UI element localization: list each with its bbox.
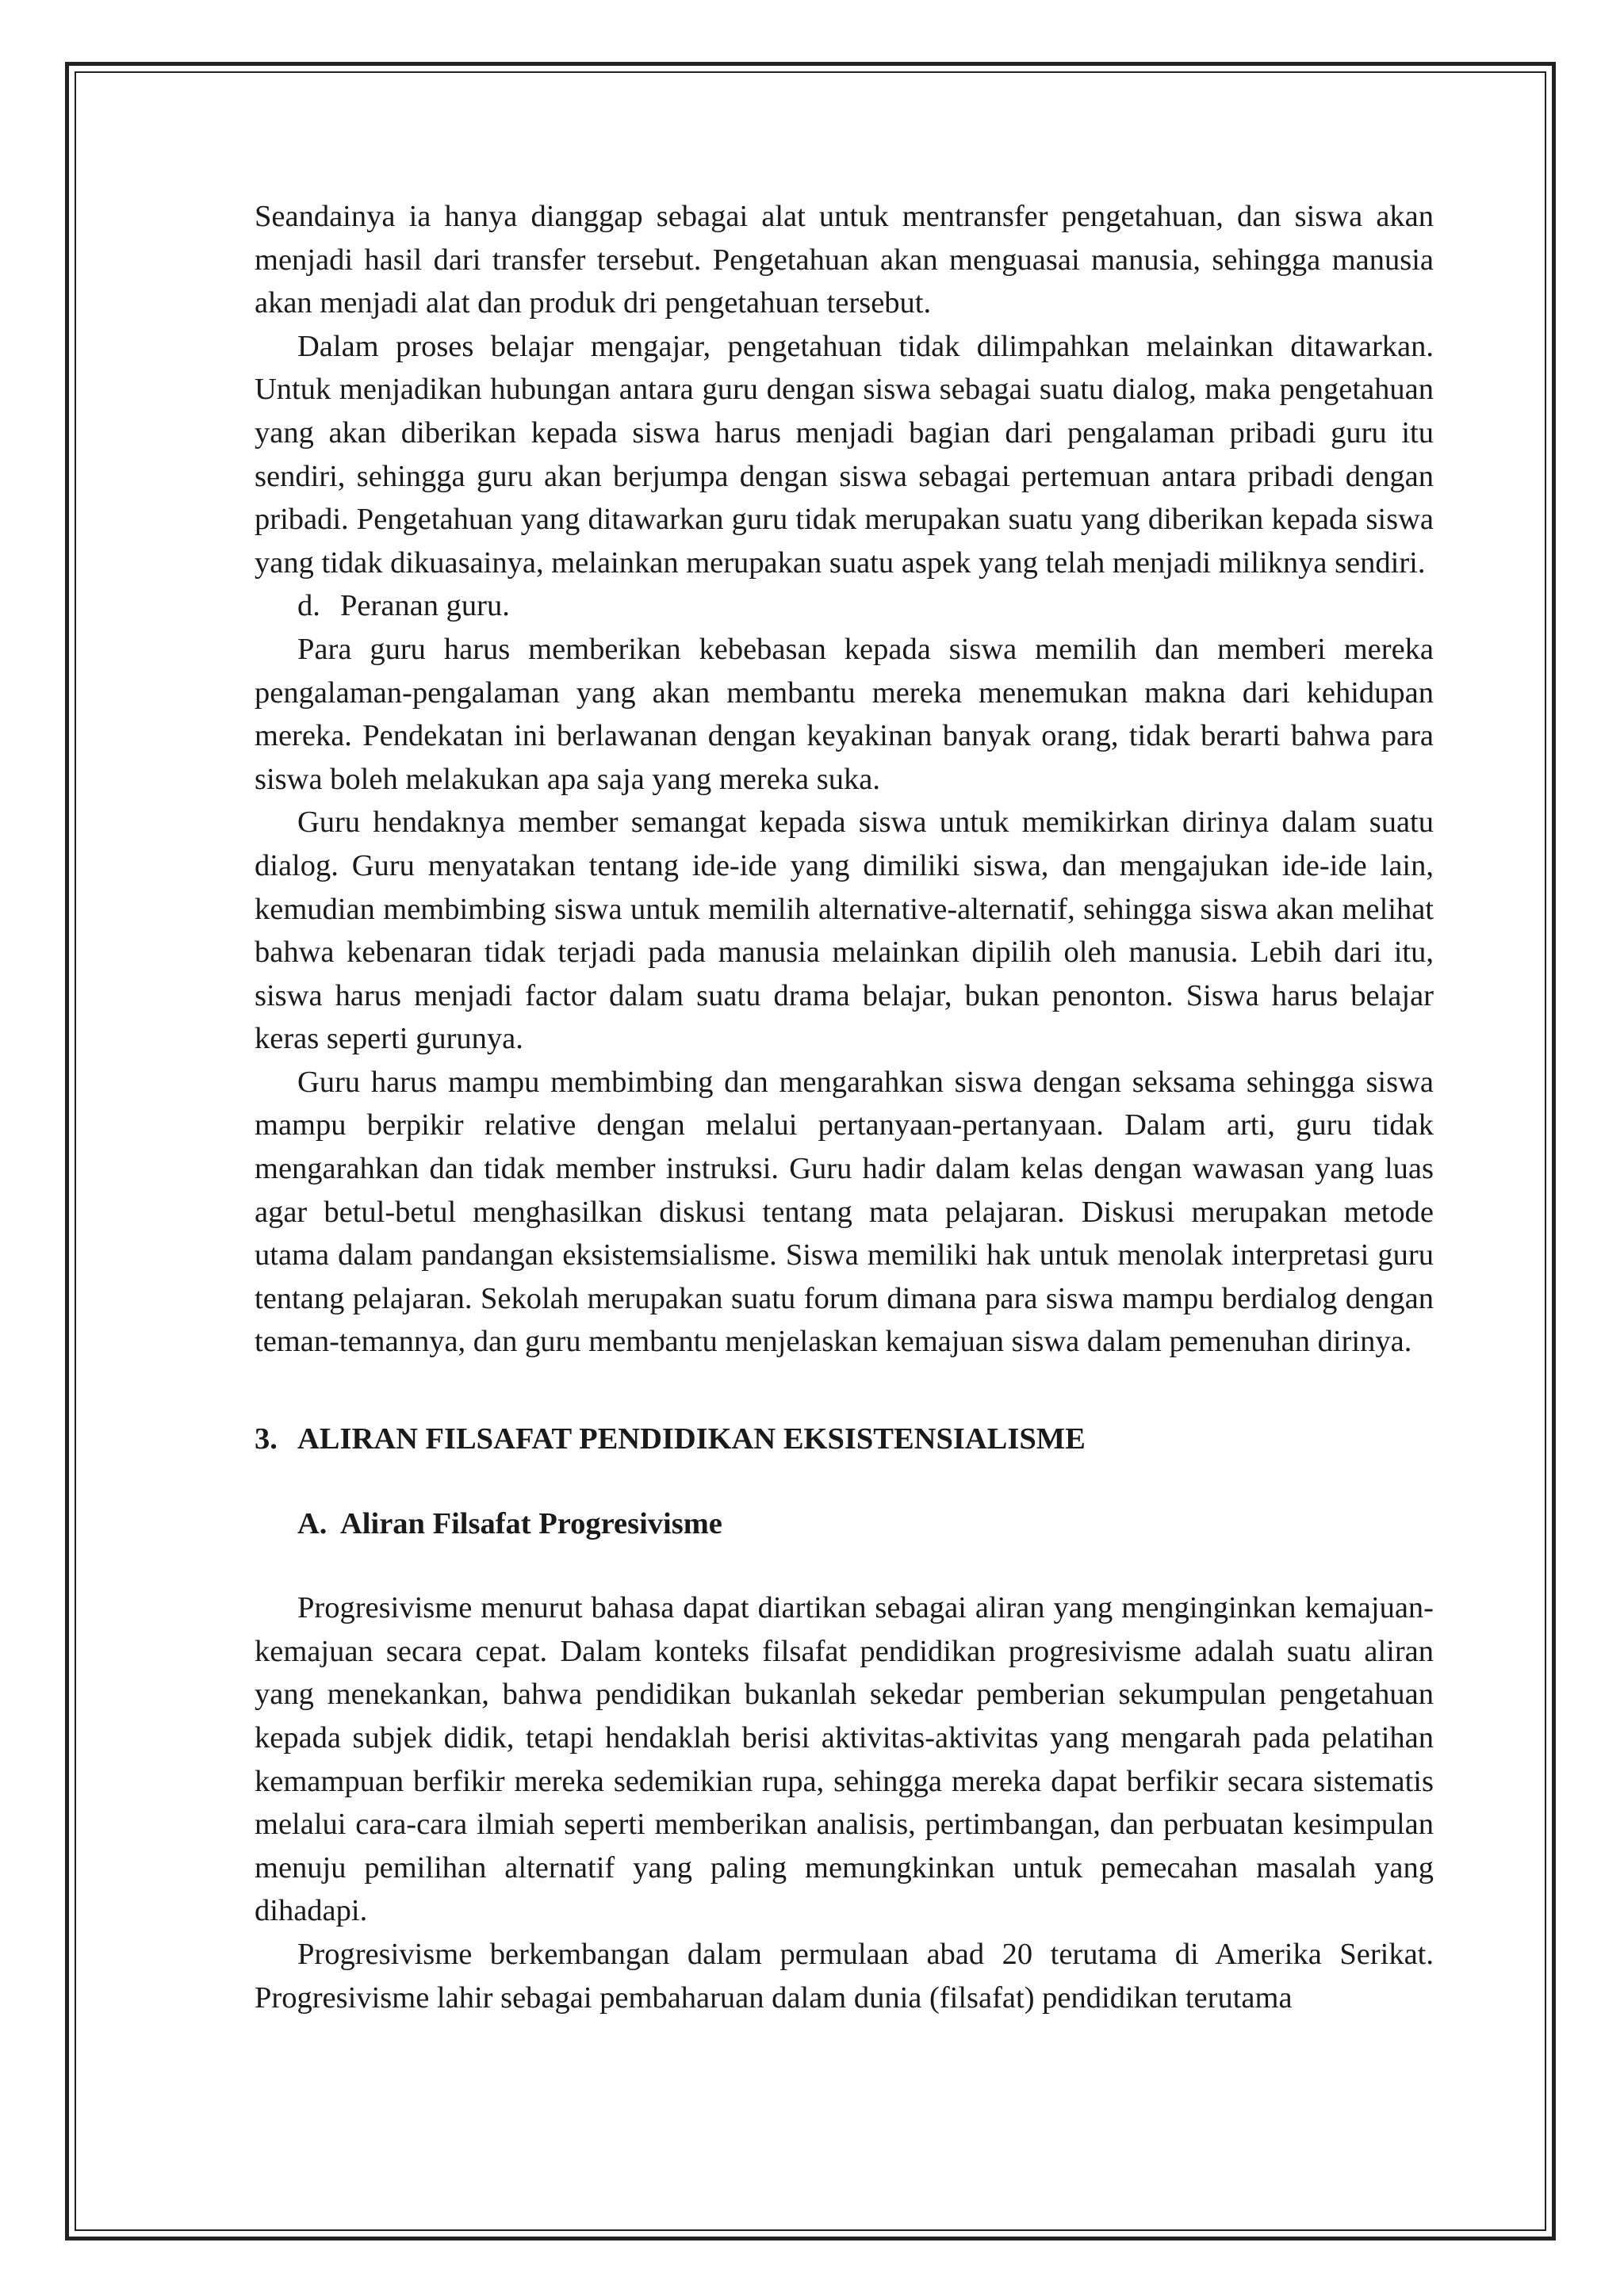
paragraph-membimbing: Guru harus mampu membimbing dan mengarahkan siswa dengan seksama sehingga siswa mampu berpikir relative dengan melalui pertanyaan-pertanyaan. Dalam arti, guru tidak mengarahkan dan tidak member instruksi. Guru hadir dalam kelas dengan wawasan yang luas agar betul-betul menghasilkan diskusi tentang mata pelajaran. Diskusi merupakan metode utama dalam pandangan eksistemsialisme. Siswa memiliki hak untuk menolak interpretasi guru tentang pelajaran. Sekolah merupakan suatu forum dimana para siswa mampu berdialog dengan teman-temannya, dan guru membantu menjelaskan kemajuan siswa dalam pemenuhan dirinya. <box>255 1065 1434 1359</box>
paragraph-semangat: Guru hendaknya member semangat kepada siswa untuk memikirkan dirinya dalam suatu dialog. Guru menyatakan tentang ide-ide yang dimiliki siswa, dan mengajukan ide-ide lain, kemudian membimbing siswa untuk memilih alternative-alternatif, sehingga siswa akan melihat bahwa kebenaran tidak terjadi pada manusia melainkan dipilih oleh manusia. Lebih dari itu, siswa harus menjadi factor dalam suatu drama belajar, bukan penonton. Siswa harus belajar keras seperti gurunya. <box>255 806 1434 1056</box>
paragraph-progresivisme-sejarah: Progresivisme berkembangan dalam permulaan abad 20 terutama di Amerika Serikat. Progresivisme lahir sebagai pembaharuan dalam dunia (filsafat) pendidikan terutama <box>255 1937 1434 2015</box>
subsection-heading-number: A. <box>297 1506 327 1540</box>
section-heading-3 <box>255 1418 1434 1461</box>
subsection-heading-text: Aliran Filsafat Progresivisme <box>340 1506 722 1540</box>
section-heading-number: 3. <box>255 1422 278 1456</box>
list-item-peranan-guru <box>255 584 1434 628</box>
list-item-label: d. <box>297 589 320 623</box>
paragraph-progresivisme-definisi: Progresivisme menurut bahasa dapat diartikan sebagai aliran yang menginginkan kemajuan-kemajuan secara cepat. Dalam konteks filsafat pendidikan progresivisme adalah suatu aliran yang menekankan, bahwa pendidikan bukanlah sekedar pemberian sekumpulan pengetahuan kepada subjek didik, tetapi hendaklah berisi aktivitas-aktivitas yang mengarah pada pelatihan kemampuan berfikir mereka sedemikian rupa, sehingga mereka dapat berfikir secara sistematis melalui cara-cara ilmiah seperti memberikan analisis, pertimbangan, dan perbuatan kesimpulan menuju pemilihan alternatif yang paling memungkinkan untuk pemecahan masalah yang dihadapi. <box>255 1591 1434 1928</box>
document-body <box>255 195 1434 2019</box>
paragraph-kebebasan: Para guru harus memberikan kebebasan kepada siswa memilih dan memberi mereka pengalaman-pengalaman yang akan membantu mereka menemukan makna dari kehidupan mereka. Pendekatan ini berlawanan dengan keyakinan banyak orang, tidak berarti bahwa para siswa boleh melakukan apa saja yang mereka suka. <box>255 632 1434 796</box>
paragraph-proses-belajar: Dalam proses belajar mengajar, pengetahuan tidak dilimpahkan melainkan ditawarkan. Untuk menjadikan hubungan antara guru dengan siswa sebagai suatu dialog, maka pengetahuan yang akan diberikan kepada siswa harus menjadi bagian dari pengalaman pribadi guru itu sendiri, sehingga guru akan berjumpa dengan siswa sebagai pertemuan antara pribadi dengan pribadi. Pengetahuan yang ditawarkan guru tidak merupakan suatu yang diberikan kepada siswa yang tidak dikuasainya, melainkan merupakan suatu aspek yang telah menjadi miliknya sendiri. <box>255 329 1434 580</box>
subsection-heading-a <box>297 1502 1434 1546</box>
paragraph-continuation: Seandainya ia hanya dianggap sebagai alat untuk mentransfer pengetahuan, dan siswa akan menjadi hasil dari transfer tersebut. Pengetahuan akan menguasai manusia, sehingga manusia akan menjadi alat dan produk dri pengetahuan tersebut. <box>255 200 1434 320</box>
section-heading-text: ALIRAN FILSAFAT PENDIDIKAN EKSISTENSIALISME <box>297 1422 1086 1456</box>
list-item-text: Peranan guru. <box>340 589 510 623</box>
